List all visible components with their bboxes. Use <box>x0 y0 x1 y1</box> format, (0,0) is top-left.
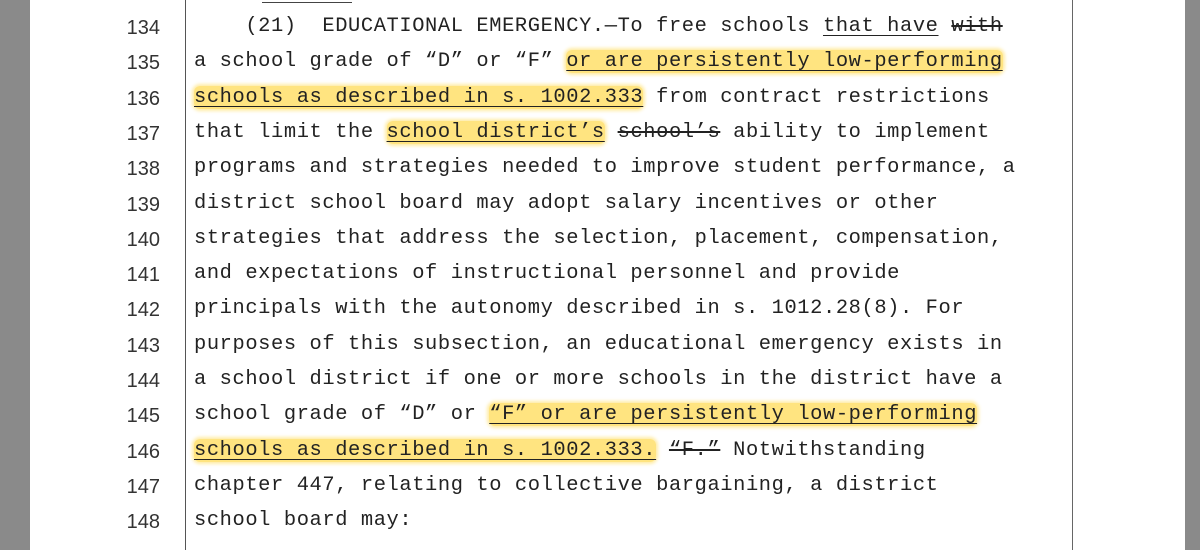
line-number: 148 <box>126 511 160 534</box>
bill-line <box>30 470 1185 505</box>
line-number: 147 <box>126 475 160 498</box>
line-text <box>194 439 926 462</box>
line-number: 141 <box>126 264 160 287</box>
highlighted-inserted-text: schools as described in s. 1002.333. <box>194 438 657 462</box>
line-text <box>194 333 1003 356</box>
bill-line <box>30 399 1185 434</box>
highlighted-inserted-text: schools as described in s. 1002.333 <box>194 85 644 109</box>
line-number: 139 <box>126 193 160 216</box>
text-run: (21) EDUCATIONAL EMERGENCY.—To free schools <box>194 15 823 38</box>
bill-line <box>30 223 1185 258</box>
line-text <box>194 86 990 109</box>
highlighted-inserted-text: or are persistently low-performing <box>566 50 1003 74</box>
bill-line <box>30 505 1185 540</box>
line-number: 138 <box>126 158 160 181</box>
line-number: 142 <box>126 299 160 322</box>
text-run <box>605 121 618 144</box>
bill-line <box>30 258 1185 293</box>
text-run: a school district if one or more schools in the district have a <box>194 368 1003 391</box>
text-run: ability to implement <box>720 120 990 144</box>
bill-line <box>30 46 1185 81</box>
bill-line <box>30 82 1185 117</box>
bill-line <box>30 188 1185 223</box>
bill-line <box>30 364 1185 399</box>
text-run <box>939 15 952 38</box>
line-text <box>194 297 964 320</box>
line-number: 143 <box>126 334 160 357</box>
line-text <box>194 474 939 497</box>
line-text <box>194 403 977 426</box>
line-number: 145 <box>126 405 160 428</box>
line-number: 135 <box>126 52 160 75</box>
line-number: 137 <box>126 122 160 145</box>
text-run: that limit the <box>194 120 387 144</box>
text-run <box>656 439 669 462</box>
line-text <box>194 15 1003 38</box>
text-run: from contract restrictions <box>643 85 990 109</box>
text-run: chapter 447, relating to collective bargaining, a district <box>194 473 939 497</box>
document-page <box>30 0 1185 550</box>
struck-text: with <box>951 15 1003 38</box>
line-number: 140 <box>126 228 160 251</box>
bill-line <box>30 117 1185 152</box>
text-run: strategies that address the selection, placement, compensation, <box>194 226 1003 250</box>
bill-line <box>30 152 1185 187</box>
line-text <box>194 227 1003 250</box>
line-text <box>194 121 990 144</box>
bill-line <box>30 293 1185 328</box>
line-number: 146 <box>126 440 160 463</box>
line-number: 136 <box>126 87 160 110</box>
text-run: and expectations of instructional personnel and provide <box>194 262 901 286</box>
text-run: school grade of “D” or <box>194 403 490 427</box>
struck-text: school’s <box>617 120 721 144</box>
line-text <box>194 509 412 532</box>
line-text <box>194 156 1016 179</box>
bill-line <box>30 11 1185 46</box>
line-text <box>194 192 939 215</box>
text-run: principals with the autonomy described in s. 1012.28(8). For <box>194 297 965 321</box>
highlighted-inserted-text: school district’s <box>386 120 605 144</box>
bill-line <box>30 329 1185 364</box>
line-text <box>194 50 1003 73</box>
line-text <box>194 368 1003 391</box>
text-run: Notwithstanding <box>720 438 926 462</box>
struck-text: “F.” <box>668 438 721 462</box>
inserted-text: that have <box>822 15 939 38</box>
text-run: district school board may adopt salary incentives or other <box>194 191 939 215</box>
text-run: purposes of this subsection, an educational emergency exists in <box>194 332 1003 356</box>
line-number: 134 <box>126 17 160 39</box>
line-number: 144 <box>126 370 160 392</box>
text-run: programs and strategies needed to improve student performance, a <box>194 156 1016 180</box>
text-run: a school grade of “D” or “F” <box>194 50 567 74</box>
text-run: school board may: <box>194 509 413 533</box>
previous-line-fragment <box>262 0 352 3</box>
line-text <box>194 262 900 285</box>
highlighted-inserted-text: “F” or are persistently low-performing <box>489 403 978 427</box>
bill-line <box>30 435 1185 470</box>
